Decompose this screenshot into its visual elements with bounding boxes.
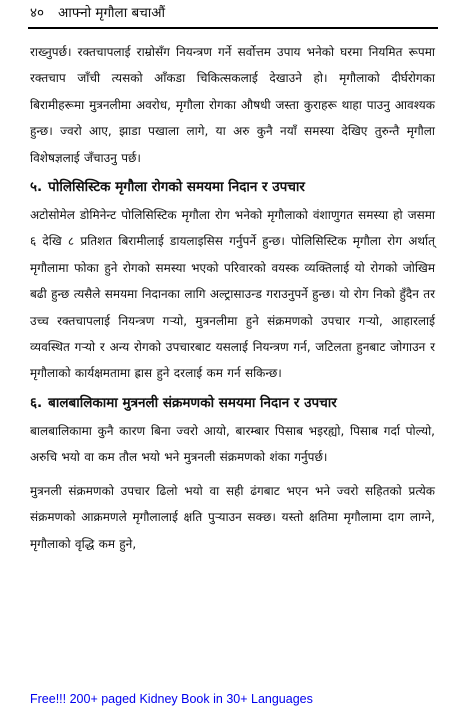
- section-5-title: पोलिसिस्टिक मृगौला रोगको समयमा निदान र उपचार: [48, 179, 305, 196]
- section-6-title: बालबालिकामा मुत्रनली संक्रमणको समयमा निदान र उपचार: [48, 394, 337, 411]
- section-6-number: ६.: [30, 394, 43, 411]
- page-number: ४०: [30, 5, 45, 21]
- section-5-number: ५.: [30, 179, 43, 196]
- intro-paragraph: राख्नुपर्छ। रक्तचापलाई राम्रोसँग नियन्त्रण गर्ने सर्वोत्तम उपाय भनेको घरमा नियमित रूपमा रक्तचाप जाँची त्यसको आँकडा चिकित्सकलाई देखाउने हो। मृगौलाको दीर्घरोगका बिरामीहरूमा मुत्रनलीमा अवरोध, मृगौला रोगका औषधी जस्ता कुराहरू थाहा पाउनु आवश्यक हुन्छ। ज्वरो आए, झाडा पखाला लागे, या अरु कुनै नयाँ समस्या देखिए तुरुन्तै मृगौला विशेषज्ञलाई जँचाउनु पर्छ।: [30, 45, 435, 165]
- section-5-paragraph: अटोसोमेल डोमिनेन्ट पोलिसिस्टिक मृगौला रोग भनेको मृगौलाको वंशाणुगत समस्या हो जसमा ६ देखि ८ प्रतिशत बिरामीलाई डायलाइसिस गर्नुपर्ने हुन्छ। पोलिसिस्टिक मृगौला रोग अर्थात् मृगौलामा फोका हुने रोगको समस्या भएको परिवारको वयस्क व्यक्तिलाई यो रोगको जोखिम बढी हुन्छ त्यसैले समयमा निदानका लागि अल्ट्रासाउन्ड गराउनुपर्ने हुन्छ। यो रोग निको हुँदैन तर उच्च रक्तचापलाई नियन्त्रण गऱ्यो, मुत्रनलीमा हुने संक्रमणको उपचार गऱ्यो, आहारलाई व्यवस्थित गऱ्यो र अन्य रोगको उपचारबाट यसलाई नियन्त्रण गर्न, जटिलता हुनबाट जोगाउन र मृगौलाको कार्यक्षमतामा ह्रास हुने दरलाई कम गर्न सकिन्छ।: [30, 208, 435, 381]
- running-head: [30, 4, 165, 22]
- running-head-title: आफ्नो मृगौला बचाऔं: [58, 5, 166, 21]
- section-6-paragraph-2: मुत्रनली संक्रमणको उपचार ढिलो भयो वा सही ढंगबाट भएन भने ज्वरो सहितको प्रत्येक संक्रमणको आक्रमणले मृगौलालाई क्षति पुऱ्याउन सक्छ। यस्तो क्षतिमा मृगौलामा दाग लाग्ने, मृगौलाको वृद्धि कम हुने,: [30, 483, 435, 551]
- header-rule: [28, 27, 438, 29]
- paragraph-gap: [30, 471, 435, 478]
- page-body: [30, 39, 435, 557]
- kidney-book-link[interactable]: Free!!! 200+ paged Kidney Book in 30+ Languages: [30, 692, 313, 706]
- section-6-heading: [30, 390, 435, 416]
- section-6-paragraph-1: बालबालिकामा कुनै कारण बिना ज्वरो आयो, बारम्बार पिसाब भइरह्यो, पिसाब गर्दा पोल्यो, अरुचि भयो वा कम तौल भयो भने मुत्रनली संक्रमणको शंका गर्नुपर्छ।: [30, 423, 435, 465]
- section-5-heading: [30, 174, 435, 200]
